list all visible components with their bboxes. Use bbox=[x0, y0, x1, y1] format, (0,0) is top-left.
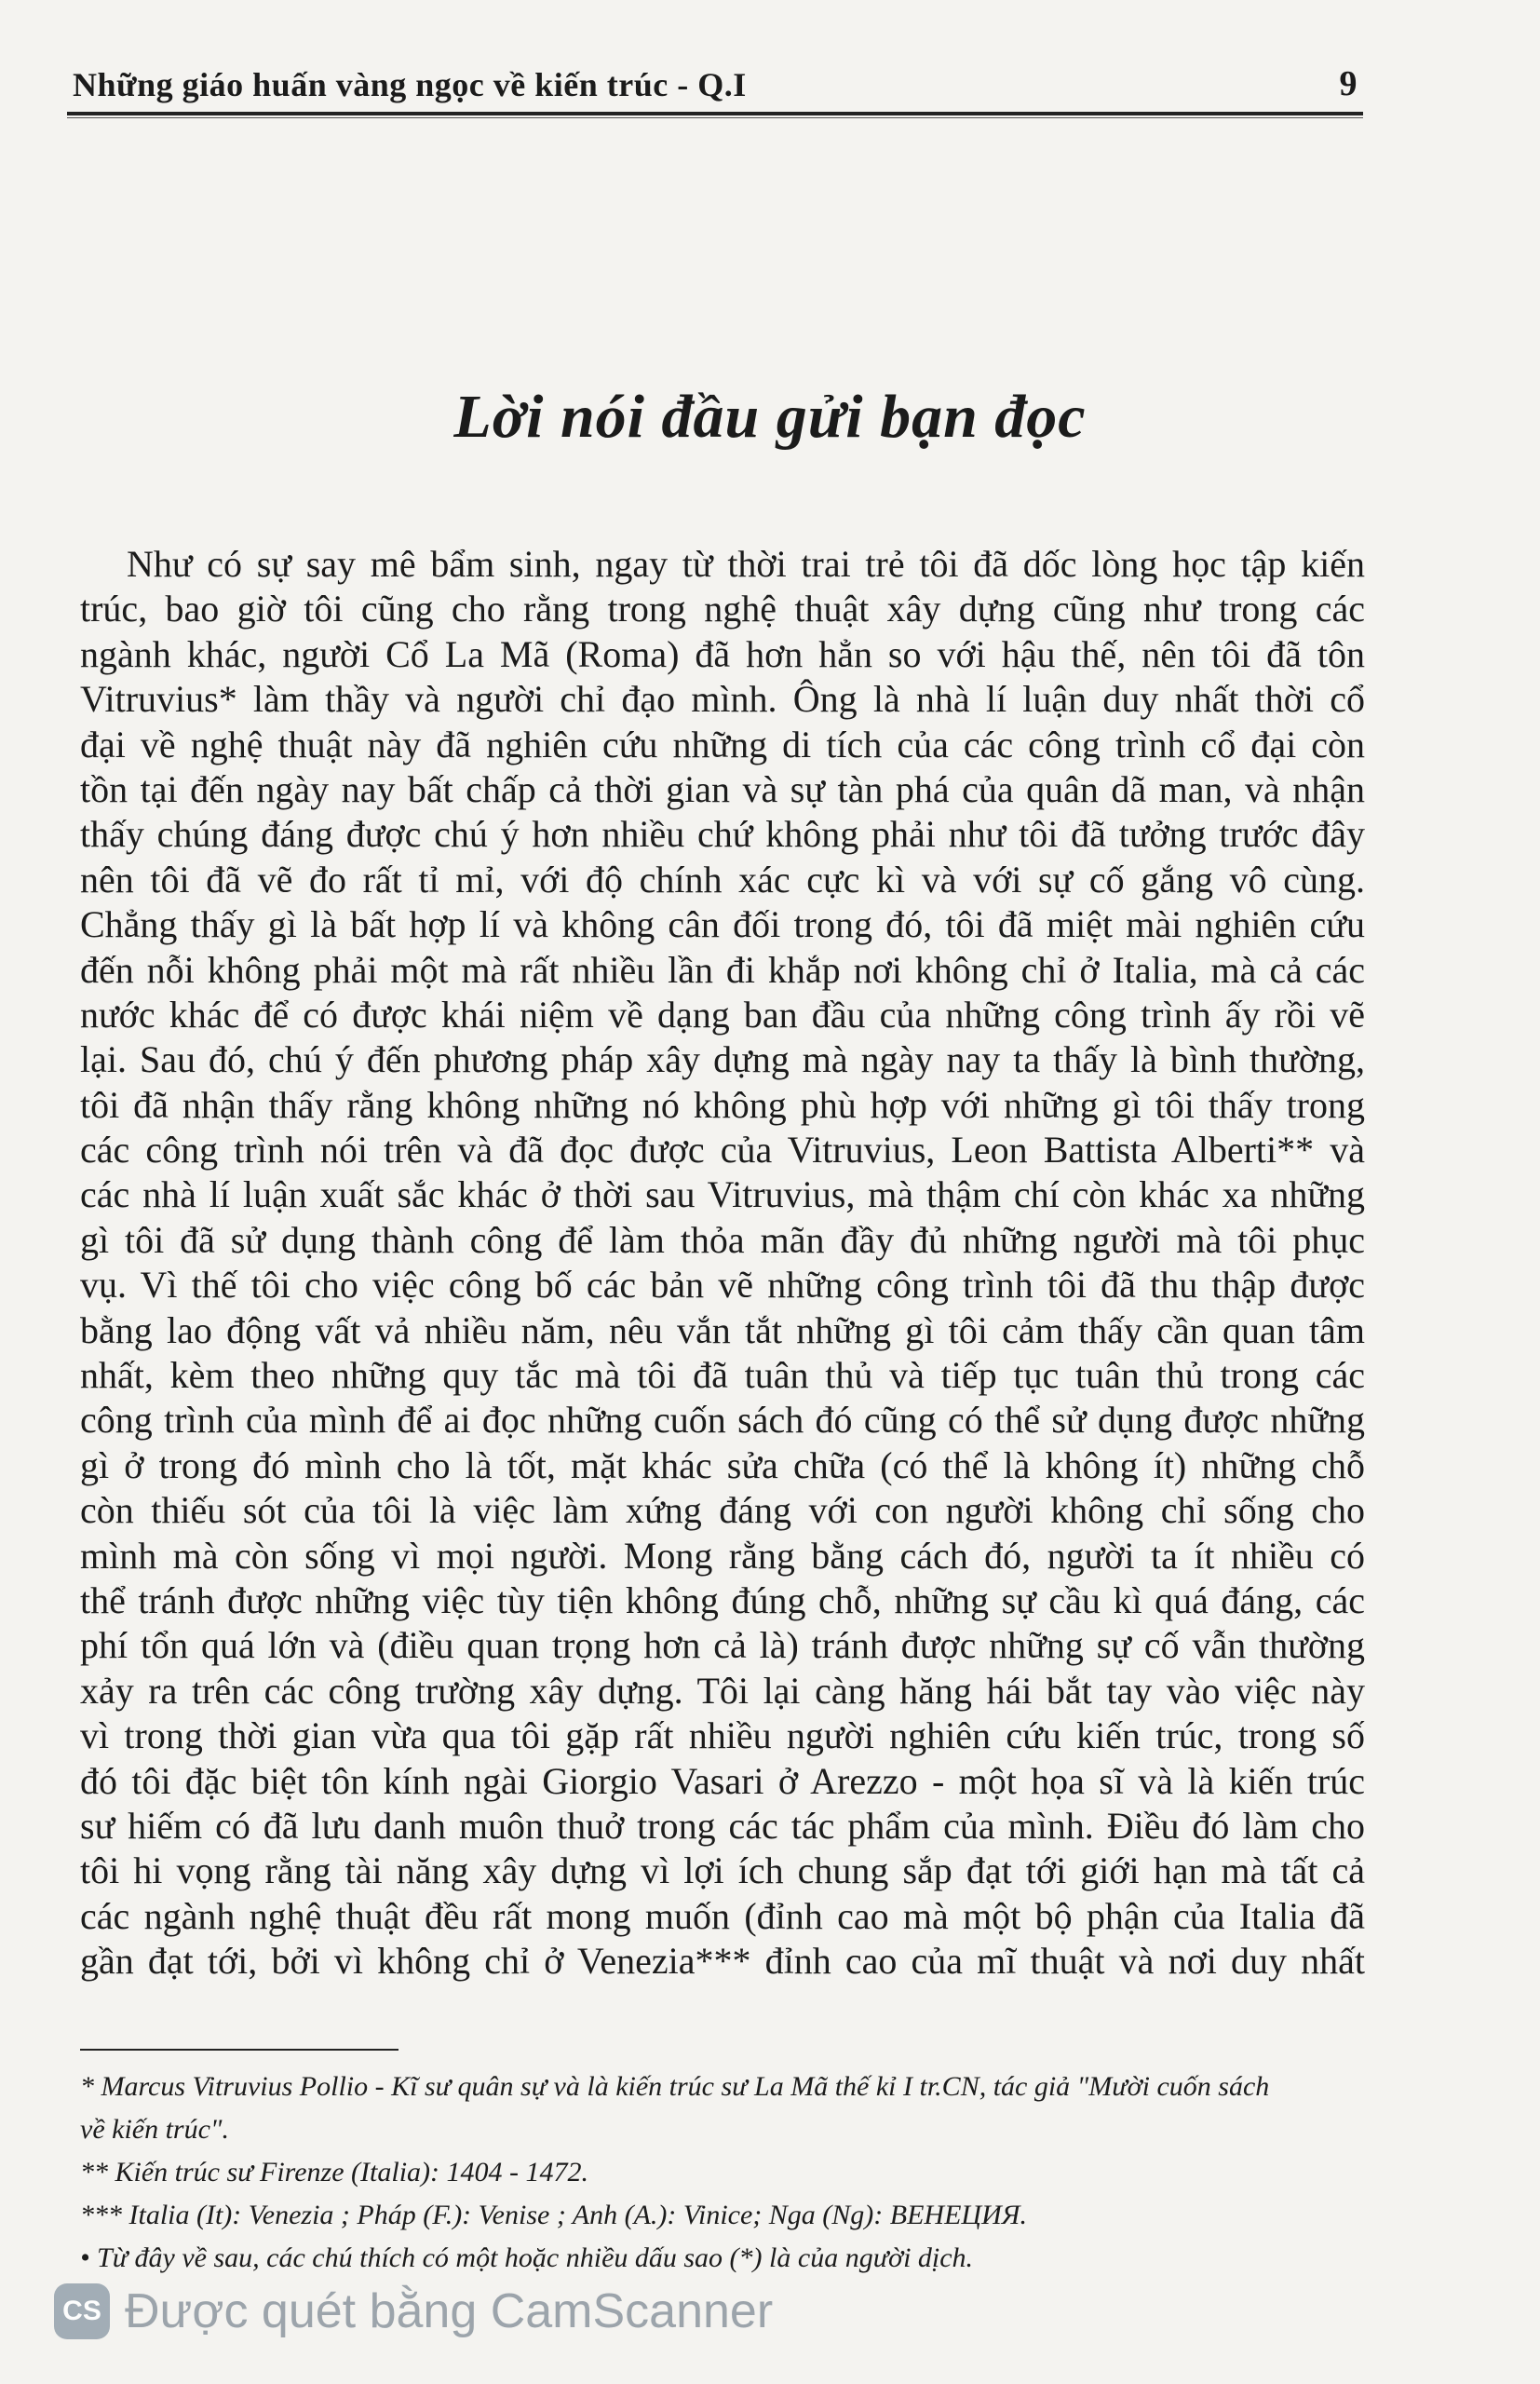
footnote-line: • Từ đây về sau, các chú thích có một hoặc nhiều dấu sao (*) là của người dịch. bbox=[80, 2242, 974, 2273]
body-line: phí tổn quá lớn và (điều quan trọng hơn cả là) tránh được những sự cố vẫn thường bbox=[80, 1624, 1365, 1667]
body-line: tồn tại đến ngày nay bất chấp cả thời gian và sự tàn phá của quân dã man, và nhận bbox=[80, 767, 1365, 810]
camscanner-logo-icon: CS bbox=[54, 2283, 110, 2339]
body-line: nước khác để có được khái niệm về dạng ban đầu của những công trình ấy rồi vẽ bbox=[80, 993, 1365, 1036]
body-line: tôi hi vọng rằng tài năng xây dựng vì lợi ích chung sắp đạt tới giới hạn mà tất cả bbox=[80, 1849, 1365, 1892]
body-line: lại. Sau đó, chú ý đến phương pháp xây dựng mà ngày nay ta thấy là bình thường, bbox=[80, 1038, 1365, 1081]
body-line: gần đạt tới, bởi vì không chỉ ở Venezia*** đỉnh cao của mĩ thuật và nơi duy nhất bbox=[80, 1940, 1365, 1983]
footnote-line: về kiến trúc". bbox=[80, 2114, 230, 2145]
header-rule bbox=[67, 112, 1363, 115]
body-line: đến nỗi không phải một mà rất nhiều lần đi khắp nơi không chỉ ở Italia, mà cả các bbox=[80, 948, 1365, 991]
body-line: nhất, kèm theo những quy tắc mà tôi đã tuân thủ và tiếp tục tuân thủ trong các bbox=[80, 1354, 1365, 1397]
chapter-title: Lời nói đầu gửi bạn đọc bbox=[453, 383, 1087, 451]
footnote-line: *** Italia (It): Venezia ; Pháp (F.): Venise ; Anh (A.): Vinice; Nga (Ng): ВЕНЕЦИЯ. bbox=[80, 2200, 1027, 2230]
footnote-line: ** Kiến trúc sư Firenze (Italia): 1404 - 1472. bbox=[80, 2157, 589, 2188]
body-line: các nhà lí luận xuất sắc khác ở thời sau Vitruvius, mà thậm chí còn khác xa những bbox=[80, 1173, 1365, 1216]
body-line: sư hiếm có đã lưu danh muôn thuở trong các tác phẩm của mình. Điều đó làm cho bbox=[80, 1804, 1365, 1847]
footnote-separator bbox=[80, 2049, 399, 2051]
body-line: đại về nghệ thuật này đã nghiên cứu những di tích của các công trình cổ đại còn bbox=[80, 723, 1365, 765]
body-line: còn thiếu sót của tôi là việc làm xứng đáng với con người không chỉ sống cho bbox=[80, 1489, 1365, 1532]
body-line: vì trong thời gian vừa qua tôi gặp rất nhiều người nghiên cứu kiến trúc, trong số bbox=[80, 1714, 1365, 1757]
body-line: xảy ra trên các công trường xây dựng. Tôi lại càng hăng hái bắt tay vào việc này bbox=[80, 1669, 1365, 1712]
body-line: tôi đã nhận thấy rằng không những nó không phù hợp với những gì tôi thấy trong bbox=[80, 1083, 1365, 1126]
body-line: các công trình nói trên và đã đọc được của Vitruvius, Leon Battista Alberti** và bbox=[80, 1129, 1365, 1172]
body-line: các ngành nghệ thuật đều rất mong muốn (đỉnh cao mà một bộ phận của Italia đã bbox=[80, 1894, 1365, 1937]
body-line: Như có sự say mê bẩm sinh, ngay từ thời trai trẻ tôi đã dốc lòng học tập kiến bbox=[127, 543, 1365, 585]
running-header bbox=[73, 60, 1358, 112]
watermark-text: Được quét bằng CamScanner bbox=[125, 2284, 774, 2338]
footnote-line: * Marcus Vitruvius Pollio - Kĩ sư quân sự và là kiến trúc sư La Mã thế kỉ I tr.CN, tác giả "Mười cuốn sách bbox=[80, 2071, 1270, 2102]
body-line: Chẳng thấy gì là bất hợp lí và không cân đối trong đó, tôi đã miệt mài nghiên cứu bbox=[80, 903, 1365, 946]
body-line: gì tôi đã sử dụng thành công để làm thỏa mãn đầy đủ những người mà tôi phục bbox=[80, 1218, 1365, 1261]
body-line: ngành khác, người Cổ La Mã (Roma) đã hơn hẳn so với hậu thế, nên tôi đã tôn bbox=[80, 632, 1365, 675]
header-rule-thin bbox=[67, 117, 1363, 118]
body-line: công trình của mình để ai đọc những cuốn sách đó cũng có thể sử dụng được những bbox=[80, 1399, 1365, 1442]
body-line: nên tôi đã vẽ đo rất tỉ mỉ, với độ chính xác cực kì và với sự cố gắng vô cùng. bbox=[80, 858, 1365, 901]
body-line: mình mà còn sống vì mọi người. Mong rằng bằng cách đó, người ta ít nhiều có bbox=[80, 1534, 1365, 1577]
body-line: gì ở trong đó mình cho là tốt, mặt khác sửa chữa (có thể là không ít) những chỗ bbox=[80, 1443, 1365, 1486]
page-number: 9 bbox=[1339, 64, 1358, 103]
body-line: thấy chúng đáng được chú ý hơn nhiều chứ không phải như tôi đã tưởng trước đây bbox=[80, 813, 1365, 856]
running-header-title: Những giáo huấn vàng ngọc về kiến trúc - Q.I bbox=[73, 66, 747, 103]
body-line: thể tránh được những việc tùy tiện không đúng chỗ, những sự cầu kì quá đáng, các bbox=[80, 1578, 1365, 1621]
body-line: trúc, bao giờ tôi cũng cho rằng trong nghệ thuật xây dựng cũng như trong các bbox=[80, 588, 1365, 630]
body-text bbox=[80, 542, 1365, 1984]
body-line: đó tôi đặc biệt tôn kính ngài Giorgio Vasari ở Arezzo - một họa sĩ và là kiến trúc bbox=[80, 1759, 1365, 1802]
body-line: vụ. Vì thế tôi cho việc công bố các bản vẽ những công trình tôi đã thu thập được bbox=[80, 1264, 1365, 1307]
body-line: Vitruvius* làm thầy và người chỉ đạo mình. Ông là nhà lí luận duy nhất thời cổ bbox=[80, 678, 1365, 721]
body-line: bằng lao động vất vả nhiều năm, nêu vắn tắt những gì tôi cảm thấy cần quan tâm bbox=[80, 1308, 1365, 1351]
footnotes bbox=[80, 2066, 1365, 2280]
camscanner-watermark bbox=[54, 2272, 773, 2350]
